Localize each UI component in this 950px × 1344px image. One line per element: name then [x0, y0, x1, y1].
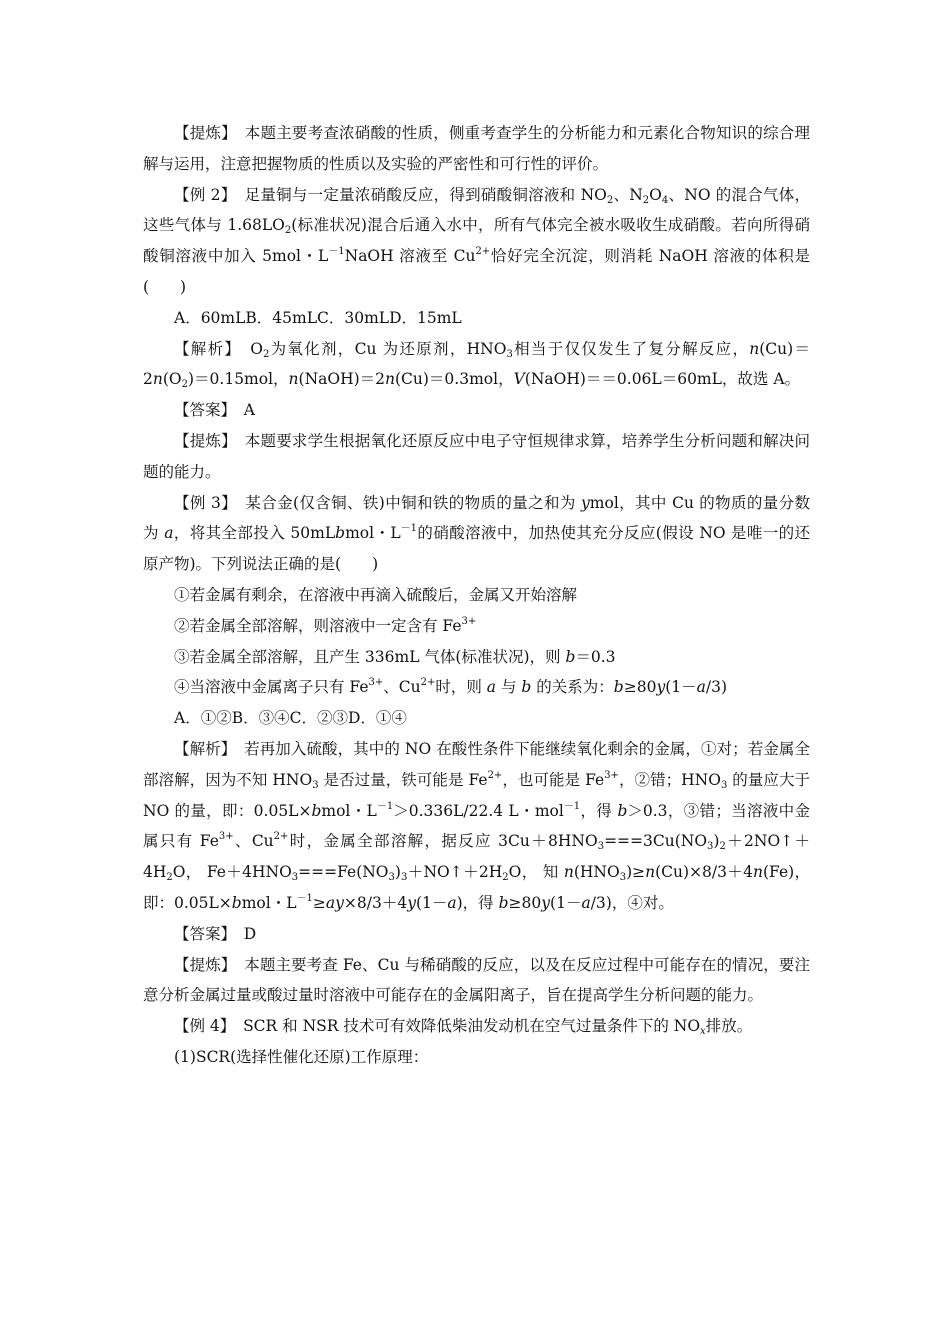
example-3-analysis: 【解析】 若再加入硫酸，其中的 NO 在酸性条件下能继续氧化剩余的金属，①对；若金属全部溶解，因为不知 $HNO_3$ 是否过量，铁可能是 $Fe^{2+}$，也可能是 $Fe^{3+}$，②错；$HNO_3$ 的量应大于 NO 的量，即：0.05L×bmol・$L^{-1}>0.336L/22.4$ L・mol$^{-1}$，得 b＞0.3，③错；当溶液中金属只有 $Fe^{3+}$、$Cu^{2+}$时，金属全部溶解，据反应 $3Cu+8HNO_3===3Cu(NO_3)_2+2NO↑+4H_2O$， $Fe+4HNO_3===Fe(NO_3)_3+NO↑+2H_2O$， 知 $n(HNO_3)\ge n(Cu)\times 8/3+4n(Fe)$， 即：0.05L×bmol・$L^{-1}\ge ay\times 8/3+4y(1-a)$，得 b≥80y(1－a/3)，④对。 — [143, 739, 811, 912]
answer-label: 【答案】 — [174, 924, 229, 943]
example-3-summary: 【提炼】 本题主要考查 Fe、Cu 与稀硝酸的反应，以及在反应过程中可能存在的情况，要注意分析金属过量或酸过量时溶液中可能存在的金属阳离子，旨在提高学生分析问题的能力。 — [143, 955, 810, 1005]
summary-label: 【提炼】 — [174, 431, 230, 450]
example-4-subquestion-1: (1)SCR(选择性催化还原)工作原理： — [174, 1047, 429, 1066]
example-2-summary: 【提炼】 本题要求学生根据氧化还原反应中电子守恒规律求算，培养学生分析问题和解决问题的能力。 — [143, 431, 810, 481]
statement-1: ①若金属有剩余，在溶液中再滴入硫酸后，金属又开始溶解 — [174, 585, 578, 604]
example-3-options: A．①②B．③④C．②③D．①④ — [174, 709, 407, 728]
analysis-label: 【解析】 — [174, 339, 234, 358]
paragraph-summary-1: 【提炼】 本题主要考查浓硝酸的性质，侧重考查学生的分析能力和元素化合物知识的综合理解与运用，注意把握物质的性质以及实验的严密性和可行性的评价。 — [143, 124, 810, 173]
example-4-question: 【例 4】 SCR 和 NSR 技术可有效降低柴油发动机在空气过量条件下的 $NO_x$排放。 — [174, 1017, 753, 1038]
summary-label: 【提炼】 — [174, 124, 230, 142]
example-2-label: 【例 2】 — [174, 185, 229, 204]
statement-2: ②若金属全部溶解，则溶液中一定含有 $Fe^{3+}$ — [174, 615, 477, 635]
statement-3: ③若金属全部溶解，且产生 336mL 气体(标准状况)，则 b＝0.3 — [174, 647, 616, 666]
example-3-label: 【例 3】 — [174, 493, 230, 512]
example-3-question: 【例 3】 某合金(仅含铜、铁)中铜和铁的物质的量之和为 ymol，其中 Cu 的物质的量分数为 a，将其全部投入 50mLbmol・$L^{-1}$的硝酸溶液中，加热使其充分反应(假设 NO 是唯一的还原产物)。下列说法正确的是( ) — [143, 493, 811, 574]
example-2-analysis: 【解析】 $O_2$为氧化剂，Cu 为还原剂，$HNO_3$相当于仅仅发生了复分解反应，$n(Cu)=2n(O_2)=0.15mol$，n(NaOH)＝2n(Cu)＝0.3mol，V(NaOH)＝＝0.06L＝60mL，故选 A。 — [143, 339, 810, 391]
example-2-question: 【例 2】 足量铜与一定量浓硝酸反应，得到硝酸铜溶液和 $NO_2$、$N_2O_4$、NO 的混合气体，这些气体与 $1.68LO_2$(标准状况)混合后通入水中，所有气体完全被水吸收生成硝酸。若向所得硝酸铜溶液中加入 5mol・$L^{-1}NaOH$ 溶液至 $Cu^{2+}$恰好完全沉淀，则消耗 NaOH 溶液的体积是( ) — [143, 185, 810, 296]
answer-label: 【答案】 — [174, 401, 229, 420]
example-4-label: 【例 4】 — [174, 1017, 228, 1036]
summary-label: 【提炼】 — [174, 955, 229, 974]
example-3-answer: 【答案】 D — [174, 924, 257, 943]
example-2-options: A．60mLB．45mLC．30mLD．15mL — [174, 308, 462, 327]
statement-4: ④当溶液中金属离子只有 $Fe^{3+}$、$Cu^{2+}$时，则 a 与 b 的关系为：b≥80y(1－a/3) — [174, 677, 728, 697]
analysis-label: 【解析】 — [174, 739, 229, 758]
example-2-answer: 【答案】 A — [174, 401, 255, 420]
